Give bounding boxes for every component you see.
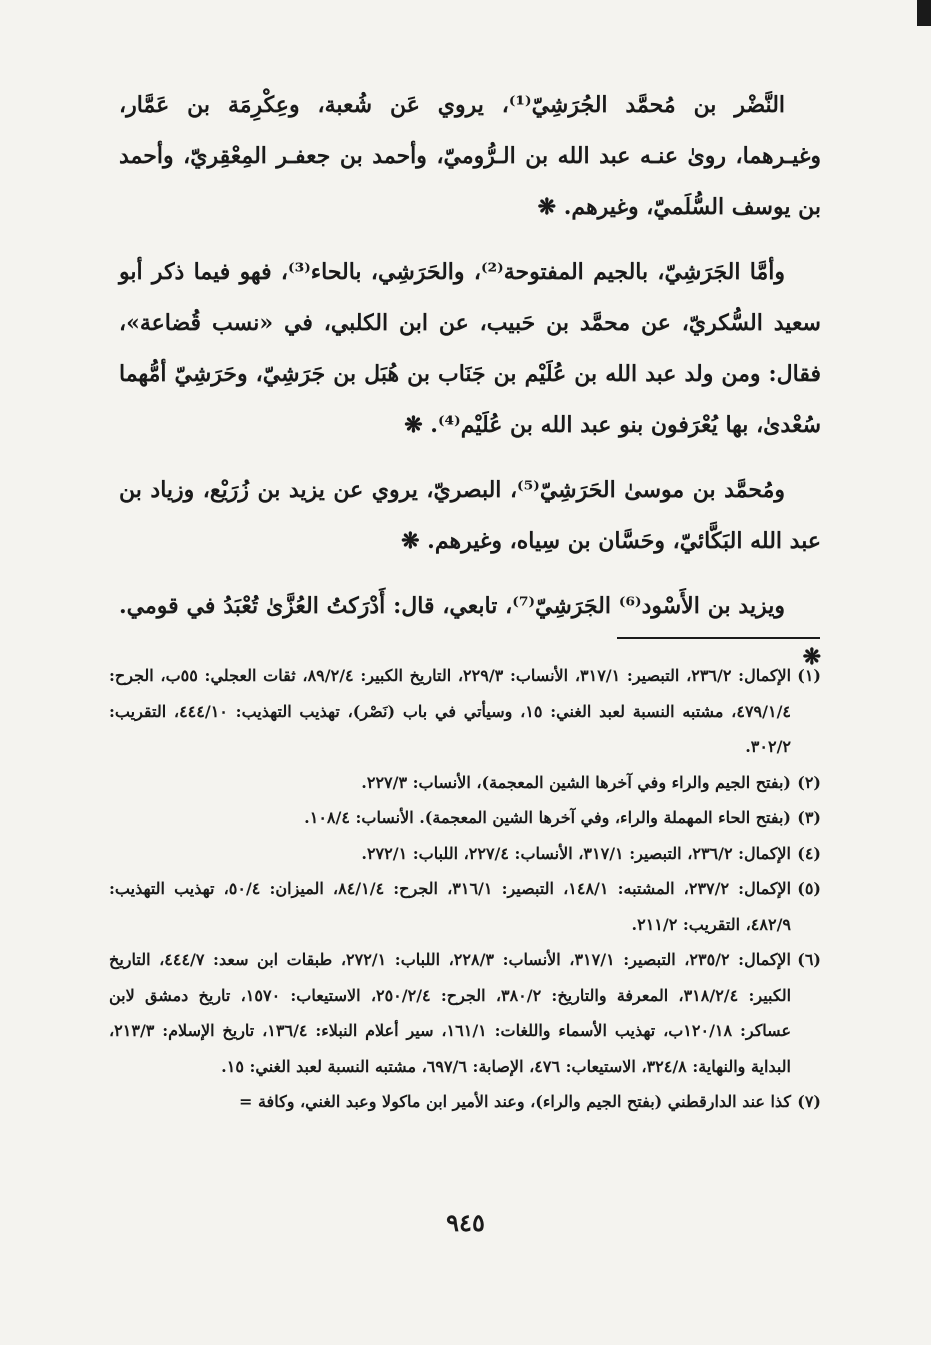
footnote-3 <box>109 800 821 836</box>
footnote-number: (٦) <box>797 950 821 969</box>
footnote-separator <box>617 637 820 639</box>
footnote-text: الإكمال: ٢٣٥/٢، التبصير: ٣١٧/١، الأنساب: ٢٢٨/٣، اللباب: ٢٧٢/١، طبقات ابن سعد: ٤٤٤/٧، التاريخ الكبير: ٣١٨/٢/٤، المعرفة والتاريخ: ٣٨٠/٢، الجرح: ٢٥٠/٢/٤، الاستيعاب: ١٥٧٠، تاريخ دمشق لابن عساكر: ١٢٠/١٨ب، تهذيب الأسماء واللغات: ١٦١/١، سير أعلام النبلاء: ١٣٦/٤، تاريخ الإسلام: ٢١٣/٣، البداية والنهاية: ٣٢٤/٨، الاستيعاب: ٤٧٦، الإصابة: ٦٩٧/٦، مشتبه النسبة لعبد الغني: ١٥. <box>109 950 792 1076</box>
footnote-text: (بفتح الحاء المهملة والراء، وفي آخرها الشين المعجمة). الأنساب: ١٠٨/٤. <box>304 808 791 827</box>
footnote-2 <box>109 765 821 801</box>
footnote-7 <box>109 1084 821 1120</box>
paragraph-yazid: ويزيد بن الأَسْود⁽⁶⁾ الجَرَشِيّ⁽⁷⁾، تابعي، قال: أَدْرَكتُ العُزَّىٰ تُعْبَدُ في قومي. ❋ <box>119 593 821 670</box>
footnote-text: الإكمال: ٢٣٧/٢، المشتبه: ١٤٨/١، التبصير: ٣١٦/١، الجرح: ٨٤/١/٤، الميزان: ٥٠/٤، تهذيب التهذيب: ٤٨٢/٩، التقريب: ٢١١/٢. <box>109 879 792 934</box>
footnote-text: (بفتح الجيم والراء وفي آخرها الشين المعجمة)، الأنساب: ٢٢٧/٣. <box>361 772 791 792</box>
footnote-number: (١) <box>797 666 821 685</box>
main-text <box>119 80 821 697</box>
footnote-number: (٢) <box>797 772 821 792</box>
footnotes <box>109 658 821 1120</box>
page-edge-mark <box>917 0 931 26</box>
footnote-text: كذا عند الدارقطني (بفتح الجيم والراء)، وعند الأمير ابن ماكولا وعبد الغني، وكافة = <box>239 1092 791 1111</box>
footnote-4 <box>109 836 821 872</box>
footnote-text: الإكمال: ٢٣٦/٢، التبصير: ٣١٧/١، الأنساب: ٢٢٩/٣، التاريخ الكبير: ٨٩/٢/٤، ثقات العجلي: ٥٥ب، الجرح: ٤٧٩/١/٤، مشتبه النسبة لعبد الغني: ١٥، وسيأتي في باب (نَصْر)، تهذيب التهذيب: ٤٤٤/١٠، التقريب: ٣٠٢/٢. <box>109 666 792 756</box>
footnote-number: (٧) <box>797 1092 821 1111</box>
paragraph-jarashi: وأمَّا الجَرَشِيّ، بالجيم المفتوحة⁽²⁾، والحَرَشِي، بالحاء⁽³⁾، فهو فيما ذكر أبو سعيد السُّكريّ، عن محمَّد بن حَبيب، عن ابن الكلبي، في «نسب قُضاعة»، فقال: ومن ولد عبد الله بن عُلَيْم بن جَنَاب بن هُبَل بن جَرَشِيّ، وحَرَشِيّ أمُّهما سُعْدىٰ، بها يُعْرَفون بنو عبد الله بن عُلَيْم⁽⁴⁾. ❋ <box>119 259 821 438</box>
footnote-6 <box>109 942 821 1084</box>
footnote-number: (٣) <box>797 808 821 827</box>
paragraph-nadr: النَّضْر بن مُحمَّد الجُرَشِيّ⁽¹⁾، يروي عَن شُعبة، وعِكْرِمَة بن عَمَّار، وغيـرهما، روىٰ عنـه عبد الله بن الـرُّوميّ، وأحمد بن جعفـر المِعْقِريّ، وأحمد بن يوسف السُّلَميّ، وغيرهم. ❋ <box>119 92 821 220</box>
footnote-1 <box>109 658 821 765</box>
footnote-text: الإكمال: ٢٣٦/٢، التبصير: ٣١٧/١، الأنساب: ٢٢٧/٤، اللباب: ٢٧٢/١. <box>361 843 791 863</box>
page-number: ٩٤٥ <box>446 1208 485 1237</box>
paragraph-muhammad: ومُحمَّد بن موسىٰ الحَرَشِيّ⁽⁵⁾، البصريّ، يروي عن يزيد بن زُرَيْع، وزياد بن عبد الله البَكَّائيّ، وحَسَّان بن سِياه، وغيرهم. ❋ <box>119 477 821 554</box>
footnote-number: (٥) <box>797 879 821 898</box>
footnote-5 <box>109 871 821 942</box>
footnote-number: (٤) <box>797 843 821 863</box>
